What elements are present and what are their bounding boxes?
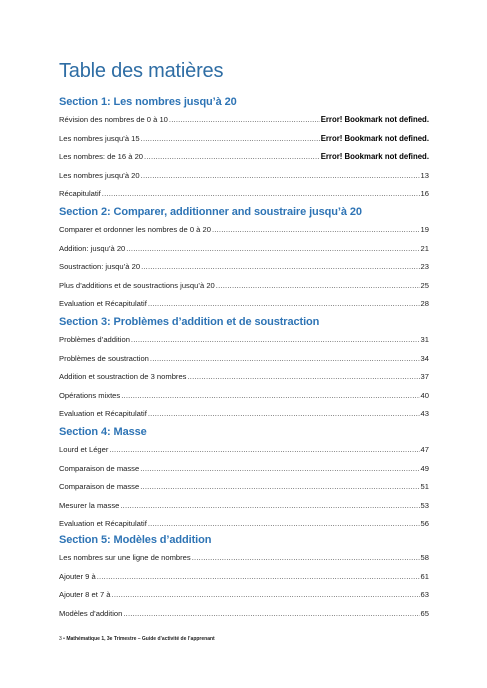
toc-entry[interactable]: [59, 572, 429, 581]
toc-entry-page: 40: [420, 390, 429, 400]
toc-entry[interactable]: [59, 152, 429, 161]
dot-leader: [141, 262, 419, 271]
toc-entry[interactable]: [59, 171, 429, 180]
toc-entry-page: 63: [420, 590, 429, 600]
toc-entry[interactable]: [59, 134, 429, 143]
toc-entry[interactable]: [59, 482, 429, 491]
dot-leader: [192, 553, 420, 562]
toc-entry-label: Ajouter 9 à: [59, 571, 96, 581]
toc-entry-label: Les nombres: de 16 à 20: [59, 152, 144, 162]
toc-entry-label: Evaluation et Récapitulatif: [59, 409, 147, 419]
toc-entry[interactable]: [59, 299, 429, 308]
toc-entry-page: 19: [420, 225, 429, 234]
footer-text: Mathématique 1, 3e Trimestre – Guide d’activité de l’apprenant: [66, 636, 215, 642]
dot-leader: [140, 482, 419, 491]
toc-entry-label: Plus d’additions et de soustractions jusqu’à 20: [59, 280, 215, 290]
dot-leader: [148, 519, 420, 528]
toc-entry[interactable]: [59, 501, 429, 510]
footer-page-number: 3: [59, 636, 62, 642]
toc-entry[interactable]: [59, 115, 429, 124]
dot-leader: [131, 335, 420, 344]
toc-entry[interactable]: [59, 519, 429, 528]
toc-entry[interactable]: [59, 409, 429, 418]
toc-entry-label: Evaluation et Récapitulatif: [59, 519, 147, 529]
toc-entry-label: Mesurer la masse: [59, 500, 120, 510]
toc-entry[interactable]: [59, 372, 429, 381]
toc-entry-page: 31: [420, 335, 429, 344]
toc-entry-page: 28: [420, 299, 429, 309]
toc-entry-label: Comparaison de masse: [59, 463, 140, 473]
dot-leader: [187, 372, 419, 381]
toc-entry-page: Error! Bookmark not defined.: [320, 133, 429, 143]
toc-entry[interactable]: [59, 590, 429, 599]
dot-leader: [121, 391, 419, 400]
dot-leader: [140, 464, 419, 473]
toc-section: [59, 426, 429, 529]
footer-bullet: •: [63, 636, 65, 642]
toc-entry[interactable]: [59, 335, 429, 344]
dot-leader: [112, 590, 420, 599]
toc-entry-page: 58: [420, 553, 429, 562]
toc-entry[interactable]: [59, 225, 429, 234]
toc-entry-page: 43: [420, 409, 429, 419]
section-heading[interactable]: Section 2: Comparer, additionner and soustraire jusqu’à 20: [59, 206, 362, 218]
toc-entry[interactable]: [59, 189, 429, 198]
toc-entry-page: Error! Bookmark not defined.: [320, 115, 429, 124]
dot-leader: [97, 572, 420, 581]
toc-entry-page: 21: [420, 243, 429, 253]
dot-leader: [102, 189, 420, 198]
toc-entry-page: 13: [420, 170, 429, 180]
section-heading[interactable]: Section 1: Les nombres jusqu’à 20: [59, 96, 237, 108]
dot-leader: [141, 171, 420, 180]
toc-entry[interactable]: [59, 553, 429, 562]
toc-entry-label: Evaluation et Récapitulatif: [59, 299, 147, 309]
toc-entry-label: Comparer et ordonner les nombres de 0 à 20: [59, 225, 211, 234]
toc-section: [59, 96, 429, 199]
dot-leader: [216, 281, 420, 290]
toc-entry[interactable]: [59, 391, 429, 400]
toc-entry-label: Ajouter 8 et 7 à: [59, 590, 111, 600]
toc-entry-page: 37: [420, 372, 429, 382]
toc-entry-label: Récapitulatif: [59, 189, 101, 199]
dot-leader: [150, 354, 420, 363]
toc-entry-page: 34: [420, 353, 429, 363]
toc-entry-page: 56: [420, 519, 429, 529]
toc-entry-page: 61: [420, 571, 429, 581]
page-footer: [59, 636, 215, 642]
section-heading[interactable]: Section 5: Modèles d’addition: [59, 534, 212, 546]
toc-entry-label: Opérations mixtes: [59, 390, 121, 400]
toc-entry-page: 53: [420, 500, 429, 510]
toc-entry[interactable]: [59, 445, 429, 454]
dot-leader: [148, 299, 420, 308]
toc-entry-page: 51: [420, 482, 429, 492]
dot-leader: [212, 225, 420, 234]
toc-entry-page: 47: [420, 445, 429, 454]
toc-entry-label: Les nombres jusqu’à 15: [59, 133, 140, 143]
toc-entry-label: Les nombres jusqu’à 20: [59, 170, 140, 180]
toc-entry-label: Problèmes de soustraction: [59, 353, 149, 363]
dot-leader: [141, 134, 320, 143]
toc-entry[interactable]: [59, 354, 429, 363]
toc-entry-page: 65: [420, 608, 429, 618]
toc-entry-page: 49: [420, 463, 429, 473]
dot-leader: [123, 609, 419, 618]
page-title: Table des matières: [59, 60, 224, 82]
dot-leader: [120, 501, 419, 510]
toc-entry-label: Problèmes d’addition: [59, 335, 130, 344]
toc-entry-label: Soustraction: jusqu’à 20: [59, 262, 141, 272]
dot-leader: [148, 409, 420, 418]
toc-entry-label: Lourd et Léger: [59, 445, 109, 454]
toc-entry-page: 16: [420, 189, 429, 199]
toc-entry-label: Modèles d’addition: [59, 608, 123, 618]
toc-entry[interactable]: [59, 244, 429, 253]
toc-entry[interactable]: [59, 281, 429, 290]
toc-entry-label: Comparaison de masse: [59, 482, 140, 492]
toc-entry-page: 23: [420, 262, 429, 272]
toc-entry-label: Addition et soustraction de 3 nombres: [59, 372, 187, 382]
toc-section: [59, 206, 429, 309]
toc-entry-label: Révision des nombres de 0 à 10: [59, 115, 168, 124]
toc-entry-page: Error! Bookmark not defined.: [320, 152, 429, 162]
toc-entry-label: Les nombres sur une ligne de nombres: [59, 553, 191, 562]
toc-entry-label: Addition: jusqu’à 20: [59, 243, 126, 253]
toc-section: [59, 534, 429, 618]
section-heading[interactable]: Section 3: Problèmes d’addition et de soustraction: [59, 316, 320, 328]
section-heading[interactable]: Section 4: Masse: [59, 426, 147, 438]
toc-entry-page: 25: [420, 280, 429, 290]
dot-leader: [169, 115, 320, 124]
dot-leader: [144, 152, 320, 161]
toc-entry[interactable]: [59, 262, 429, 271]
toc-entry[interactable]: [59, 464, 429, 473]
toc-section: [59, 316, 429, 419]
dot-leader: [126, 244, 419, 253]
dot-leader: [109, 445, 419, 454]
toc-entry[interactable]: [59, 609, 429, 618]
